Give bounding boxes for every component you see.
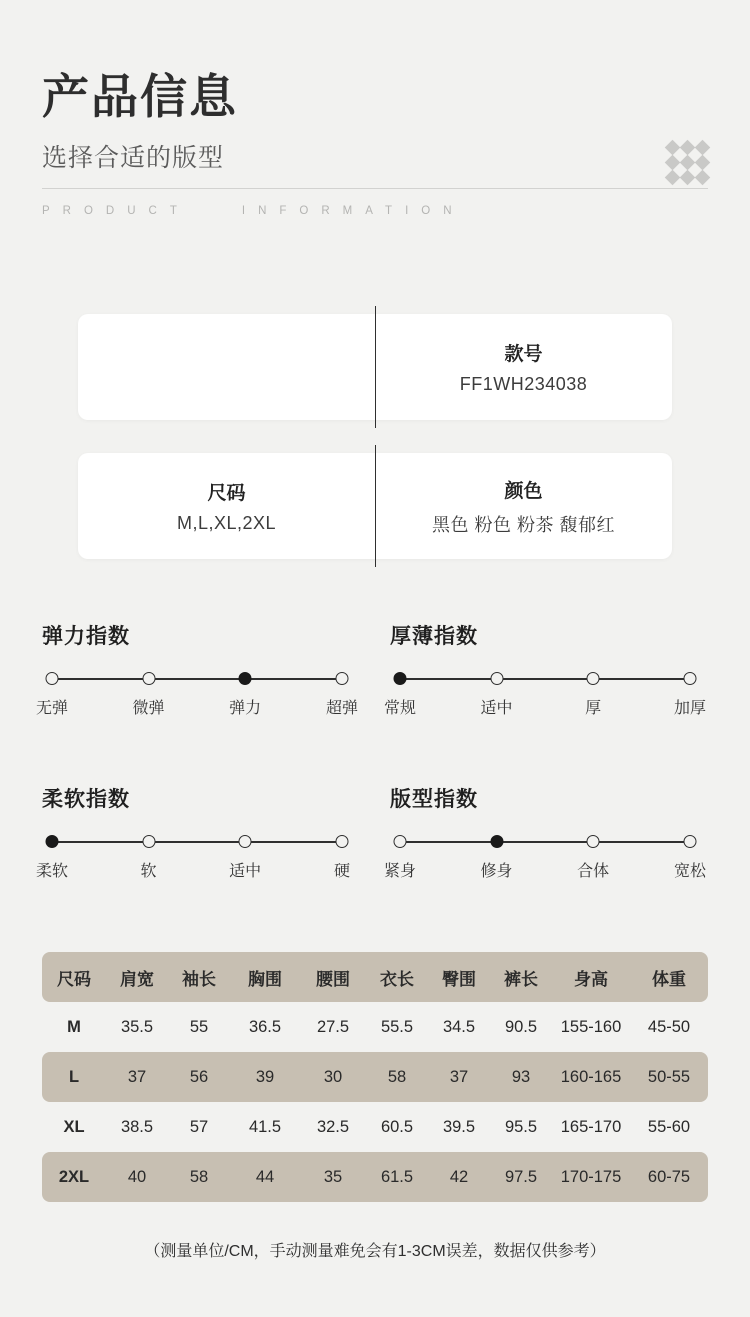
meter-label-2: 厚: [585, 700, 602, 717]
meter-label-2: 弹力: [229, 700, 262, 717]
meter-label-3: 宽松: [673, 863, 707, 880]
meter-track: [400, 672, 690, 686]
cell-weight: 45-50: [647, 1017, 691, 1036]
meter-label-1: 修身: [480, 863, 513, 880]
cell-bust: 44: [255, 1167, 275, 1186]
meter-node-3[interactable]: [336, 672, 349, 685]
meter-labels: [383, 858, 707, 884]
cell-sleeve: 55: [189, 1017, 209, 1036]
cell-size: M: [67, 1017, 81, 1036]
cell-sleeve: 57: [189, 1117, 209, 1136]
col-header-sleeve: 袖长: [182, 969, 216, 989]
cell-shoulder: 40: [127, 1167, 147, 1186]
table-row: [42, 1052, 708, 1102]
cell-height: 170-175: [560, 1167, 622, 1186]
cell-height: 165-170: [560, 1117, 622, 1136]
meter-label-0: 柔软: [35, 863, 69, 880]
size-table-body: [42, 1002, 708, 1202]
col-header-shoulder: 肩宽: [120, 969, 154, 989]
card-divider: [375, 445, 376, 567]
index-meters: [35, 620, 708, 884]
meter-track: [52, 835, 342, 849]
cell-shoulder: 37: [127, 1067, 147, 1086]
cell-length: 58: [387, 1067, 407, 1086]
cell-length: 61.5: [380, 1167, 414, 1186]
english-word-product: PRODUCT: [42, 205, 190, 218]
meter-label-0: 无弹: [35, 700, 69, 717]
meter-label-1: 微弹: [132, 700, 165, 717]
cell-hip: 42: [449, 1167, 469, 1186]
card-label: 款号: [504, 344, 543, 365]
cell-weight: 55-60: [647, 1117, 691, 1136]
meter-line: [400, 841, 690, 843]
cell-pants-length: 90.5: [504, 1017, 538, 1036]
meter-label-3: 硬: [333, 863, 351, 880]
card-label: 尺码: [207, 483, 246, 504]
col-header-size: 尺码: [57, 969, 91, 989]
size-table: [42, 952, 708, 1202]
meter-fit: [383, 783, 708, 884]
meter-label-0: 常规: [383, 700, 417, 717]
info-card-size: [78, 453, 375, 559]
col-header-pants-length: 裤长: [504, 969, 538, 989]
meter-thickness: [383, 620, 708, 721]
cell-sleeve: 56: [189, 1067, 209, 1086]
meter-softness: [35, 783, 360, 884]
page-title: 产品信息: [42, 70, 238, 123]
cell-waist: 27.5: [316, 1017, 350, 1036]
info-cards: [78, 314, 672, 559]
english-caption-gap: [190, 205, 242, 217]
cell-sleeve: 58: [189, 1167, 209, 1186]
info-card-style: [78, 314, 672, 420]
meter-labels: [383, 695, 707, 721]
cell-waist: 35: [323, 1167, 343, 1186]
meter-title: 弹力指数: [42, 625, 130, 648]
meter-node-2[interactable]: [239, 672, 252, 685]
cell-weight: 60-75: [647, 1167, 691, 1186]
page-subtitle: 选择合适的版型: [42, 144, 225, 173]
meter-node-1[interactable]: [142, 672, 155, 685]
meter-node-1[interactable]: [490, 672, 503, 685]
meter-node-3[interactable]: [336, 835, 349, 848]
meter-node-1[interactable]: [490, 835, 503, 848]
card-label: 颜色: [504, 480, 543, 502]
header: [42, 70, 708, 217]
col-header-bust: 胸围: [248, 969, 282, 989]
meter-title: 柔软指数: [42, 788, 130, 811]
meter-node-0[interactable]: [46, 672, 59, 685]
card-value: M,L,XL,2XL: [176, 513, 277, 533]
cell-shoulder: 35.5: [120, 1017, 154, 1036]
meter-label-0: 紧身: [383, 863, 417, 880]
size-table-head: [42, 952, 708, 1002]
meter-label-1: 软: [140, 863, 157, 880]
meter-node-3[interactable]: [684, 672, 697, 685]
meter-elasticity: [35, 620, 360, 721]
col-header-hip: 臀围: [442, 969, 476, 989]
meter-line: [52, 678, 342, 680]
cell-bust: 41.5: [248, 1117, 282, 1136]
cell-height: 160-165: [560, 1067, 622, 1086]
meter-label-1: 适中: [480, 700, 513, 717]
card-value: 黑色 粉色 粉茶 馥郁红: [431, 514, 615, 535]
info-card-size-color: [78, 453, 672, 559]
meter-track: [52, 672, 342, 686]
meter-node-0[interactable]: [394, 835, 407, 848]
meter-title: 版型指数: [390, 788, 478, 811]
cell-pants-length: 95.5: [504, 1117, 538, 1136]
cell-weight: 50-55: [647, 1067, 691, 1086]
meter-node-2[interactable]: [587, 835, 600, 848]
cell-waist: 30: [323, 1067, 343, 1086]
cell-size: XL: [63, 1117, 85, 1136]
cell-length: 60.5: [380, 1117, 414, 1136]
meter-label-3: 超弹: [325, 700, 359, 717]
table-row: [42, 1102, 708, 1152]
measurement-note: （测量单位/CM，手动测量难免会有1-3CM误差，数据仅供参考）: [144, 1243, 606, 1260]
info-card-style-right: [375, 314, 672, 420]
col-header-height: 身高: [574, 969, 608, 989]
table-header-row: [42, 952, 708, 1002]
card-value: FF1WH234038: [459, 374, 588, 394]
meter-label-3: 加厚: [673, 700, 707, 717]
meter-node-2[interactable]: [239, 835, 252, 848]
cell-waist: 32.5: [316, 1117, 350, 1136]
cell-pants-length: 93: [511, 1067, 531, 1086]
col-header-weight: 体重: [652, 969, 686, 989]
cell-hip: 37: [449, 1067, 469, 1086]
size-table-wrap: [42, 952, 708, 1202]
cell-hip: 34.5: [442, 1017, 476, 1036]
col-header-length: 衣长: [380, 969, 414, 989]
meter-node-2[interactable]: [587, 672, 600, 685]
meter-title: 厚薄指数: [390, 625, 478, 648]
table-row: [42, 1152, 708, 1202]
info-card-style-left: [78, 314, 375, 420]
cell-shoulder: 38.5: [120, 1117, 154, 1136]
info-card-color: [375, 453, 672, 559]
meter-labels: [35, 858, 351, 884]
meter-node-3[interactable]: [684, 835, 697, 848]
cell-length: 55.5: [380, 1017, 414, 1036]
english-word-information: INFORMATION: [241, 205, 465, 218]
col-header-waist: 腰围: [316, 969, 350, 989]
meter-node-0[interactable]: [394, 672, 407, 685]
card-divider: [375, 306, 376, 428]
meter-label-2: 合体: [577, 863, 610, 880]
meter-line: [400, 678, 690, 680]
meter-label-2: 适中: [229, 863, 262, 880]
cell-size: 2XL: [58, 1167, 90, 1186]
diamond-grid-icon: [667, 142, 708, 183]
cell-pants-length: 97.5: [504, 1167, 538, 1186]
cell-height: 155-160: [560, 1017, 622, 1036]
header-divider: [42, 188, 708, 189]
meter-labels: [35, 695, 359, 721]
cell-bust: 39: [255, 1067, 275, 1086]
table-row: [42, 1002, 708, 1052]
cell-size: L: [68, 1067, 80, 1086]
meter-line: [52, 841, 342, 843]
meter-node-0[interactable]: [46, 835, 59, 848]
cell-hip: 39.5: [442, 1117, 476, 1136]
header-english-caption: [42, 205, 708, 217]
meter-node-1[interactable]: [142, 835, 155, 848]
meter-track: [400, 835, 690, 849]
cell-bust: 36.5: [248, 1017, 282, 1036]
